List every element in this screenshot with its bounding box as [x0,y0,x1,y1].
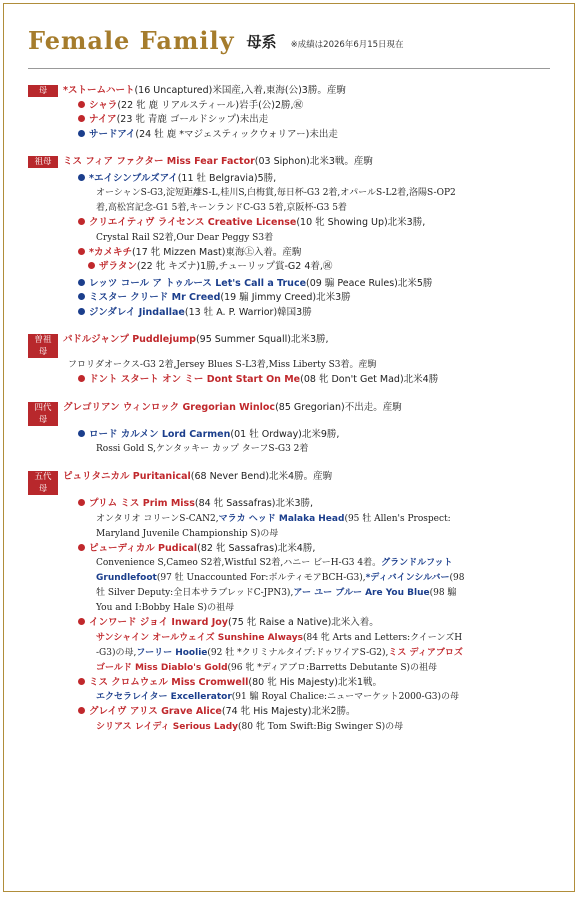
race-record [28,646,558,661]
horse-info: (09 騸 Peace Rules)北米5勝 [306,277,433,289]
horse-info: (17 牝 Mizzen Mast)東海㊤入着。産駒 [131,246,302,258]
gen-badge: 四代母 [28,402,58,426]
notable-horse: グランドルフット [381,558,453,568]
record-text: (98 騸 [429,588,457,598]
gen-great-granddam [28,333,558,358]
race-record: Maryland Juvenile Championship S)の母 [96,528,279,539]
record-text: Convenience S,Cameo S2着,Wistful S2着,ハニー ビーH-G3 4着。 [96,558,382,568]
list-item [28,260,558,275]
colt-marker-icon [78,130,85,137]
page-title: Female Family [28,26,235,55]
horse-info: (23 牝 青鹿 ゴールドシップ)未出走 [116,114,269,125]
race-record [28,586,558,601]
gen-badge: 五代母 [28,471,58,495]
list-item [28,172,558,187]
horse-info: (84 牝 Sassafras)北米3勝, [194,498,314,509]
filly-marker-icon [88,262,95,269]
race-record: Rossi Gold S,ケンタッキー カップ ターフS-G3 2着 [96,444,309,454]
filly-marker-icon [78,101,85,108]
notable-horse: ミス ディアブロズ [388,647,463,658]
record-text: (95 牡 Allen's Prospect: [344,513,451,524]
filly-marker-icon [78,544,85,551]
record-text: (98 [449,573,465,583]
record-text: (92 牡 *クリミナルタイプ:ドゥワイアS-G2), [207,647,389,658]
horse-name: レッツ コール ア トゥルース Let's Call a Truce [89,277,307,289]
list-item [28,616,558,631]
race-record [28,690,558,705]
notable-horse: エクセラレイター Excellerator [96,692,232,702]
colt-marker-icon [78,174,85,181]
header-divider [28,68,550,69]
horse-info: (68 Never Bend)北米4勝。産駒 [190,471,333,482]
list-item [28,373,558,388]
colt-marker-icon [78,279,85,286]
horse-info: (24 牡 鹿 *マジェスティックウォリアー)未出走 [135,128,338,140]
horse-name: ピューディカル Pudical [89,542,198,554]
horse-name: パドルジャンプ Puddlejump [63,334,196,345]
race-record: フロリダオークス-G3 2着,Jersey Blues S-L3着,Miss Liberty S3着。産駒 [68,360,377,370]
list-item [28,497,558,512]
notable-horse: アー ユー ブルー Are You Blue [293,588,430,598]
horse-name: ナイア [89,114,117,125]
race-record [28,571,558,586]
horse-name: *カメキチ [89,246,132,258]
horse-name: *ストームハート [63,85,135,96]
horse-info: (08 牝 Don't Get Mad)北米4勝 [300,374,439,385]
horse-name: ドント スタート オン ミー Dont Start On Me [89,374,301,385]
filly-marker-icon [78,618,85,625]
horse-name: グレゴリアン ウィンロック Gregorian Winloc [63,401,276,413]
horse-name: シャラ [89,99,118,111]
horse-name: ロード カルメン Lord Carmen [89,428,231,440]
race-record: オーシャンS-G3,淀短距離S-L,桂川S,白梅賞,毎日杯-G3 2着,オパールS-L2着,洛陽S-OP2 [96,188,456,198]
race-record [28,556,558,571]
filly-marker-icon [78,218,85,225]
notable-horse: ゴールド Miss Diablo's Gold [96,662,228,673]
record-text: オンタリオ コリーンS-CAN2, [96,513,219,524]
filly-marker-icon [78,248,85,255]
list-item [28,291,558,306]
filly-marker-icon [78,115,85,122]
record-text: (91 騸 Royal Chalice:ニューマーケット2000-G3)の母 [231,692,459,702]
notable-horse: シリアス レイディ Serious Lady [96,721,239,732]
gen-fourth-dam [28,401,558,426]
record-text: (80 牝 Tom Swift:Big Swinger S)の母 [238,721,404,732]
horse-name: ミス クロムウェル Miss Cromwell [89,676,249,688]
race-record: 着,高松宮記念-G1 5着,キーンランドC-G3 5着,京阪杯-G3 5着 [96,203,347,213]
horse-info: (11 牡 Belgravia)5勝, [177,172,277,184]
gen-fifth-dam [28,470,558,495]
notable-horse: Grundlefoot [96,573,157,583]
record-text: (84 牝 Arts and Letters:クイーンズH [302,632,463,643]
list-item [28,128,558,143]
filly-marker-icon [78,678,85,685]
list-item [28,428,558,443]
record-text: -G3)の母, [96,647,137,658]
colt-marker-icon [78,293,85,300]
colt-marker-icon [78,308,85,315]
horse-name: ザラタン [99,261,137,272]
horse-info: (10 牝 Showing Up)北米3勝, [296,217,426,228]
gen-granddam [28,155,558,170]
list-item [28,676,558,691]
horse-info: (19 騸 Jimmy Creed)北米3勝 [220,292,351,303]
horse-name: ピュリタニカル Puritanical [63,471,191,482]
horse-name: グレイヴ アリス Grave Alice [89,706,222,717]
horse-name: *エイシンブルズアイ [89,172,178,184]
page-title-jp: 母系 [246,33,277,51]
horse-info: (16 Uncaptured)米国産,入着,東海(公)3勝。産駒 [134,85,346,96]
date-note: ※成績は2026年6月15日現在 [290,40,404,50]
filly-marker-icon [78,707,85,714]
horse-name: クリエイティヴ ライセンス Creative License [89,217,297,228]
horse-info: (22 牝 鹿 リアルスティール)岩手(公)2勝,㊗ [117,99,304,111]
race-record: You and I:Bobby Hale S)の祖母 [96,603,235,613]
horse-info: (80 牝 His Majesty)北米1戦。 [248,676,383,688]
list-item [28,306,558,321]
list-item [28,542,558,557]
race-record [28,512,558,527]
horse-info: (22 牝 キズナ)1勝,チューリップ賞-G2 4着,㊗ [136,261,333,272]
list-item [28,246,558,261]
race-record [28,631,558,646]
horse-name: プリム ミス Prim Miss [89,498,195,509]
horse-name: サードアイ [89,128,136,140]
horse-name: ジンダレイ Jindallae [89,306,185,318]
horse-info: (03 Siphon)北米3戦。産駒 [254,156,373,167]
horse-info: (13 牡 A. P. Warrior)韓国3勝 [184,306,312,318]
notable-horse: サンシャイン オールウェイズ Sunshine Always [96,632,303,643]
horse-name: ミスター クリード Mr Creed [89,292,221,303]
list-item [28,216,558,231]
gen-dam [28,84,558,99]
notable-horse: フーリー Hoolie [136,647,208,658]
horse-name: ミス フィア ファクター Miss Fear Factor [63,156,255,167]
horse-info: (85 Gregorian)不出走。産駒 [275,401,402,413]
list-item [28,705,558,720]
pedigree-content [28,84,558,735]
filly-marker-icon [78,375,85,382]
race-record [28,661,558,676]
notable-horse: マラカ ヘッド Malaka Head [218,513,345,524]
filly-marker-icon [78,499,85,506]
race-record [28,720,558,735]
race-record: Crystal Rail S2着,Our Dear Peggy S3着 [96,232,274,243]
colt-marker-icon [78,430,85,437]
horse-info: (75 牝 Raise a Native)北米入着。 [227,617,379,628]
record-text: 牡 Silver Deputy:全日本サラブレッドC-JPN3), [96,588,294,598]
horse-info: (82 牝 Sassafras)北米4勝, [197,542,316,554]
horse-name: インワード ジョイ Inward Joy [89,617,228,628]
gen-badge: 曽祖母 [28,334,58,358]
list-item [28,277,558,292]
gen-badge: 母 [28,85,58,97]
record-text: (96 牝 *ディアブロ:Barretts Debutante S)の祖母 [227,662,438,673]
page-header [28,26,404,55]
list-item [28,113,558,128]
list-item [28,99,558,114]
horse-info: (74 牝 His Majesty)北米2勝。 [221,706,356,717]
gen-badge: 祖母 [28,156,58,168]
horse-info: (95 Summer Squall)北米3勝, [195,334,329,345]
record-text: (97 牡 Unaccounted For:ボルティモアBCH-G3), [156,573,366,583]
notable-horse: *ディバインシルバー [365,573,450,583]
horse-info: (01 牡 Ordway)北米9勝, [230,428,340,440]
